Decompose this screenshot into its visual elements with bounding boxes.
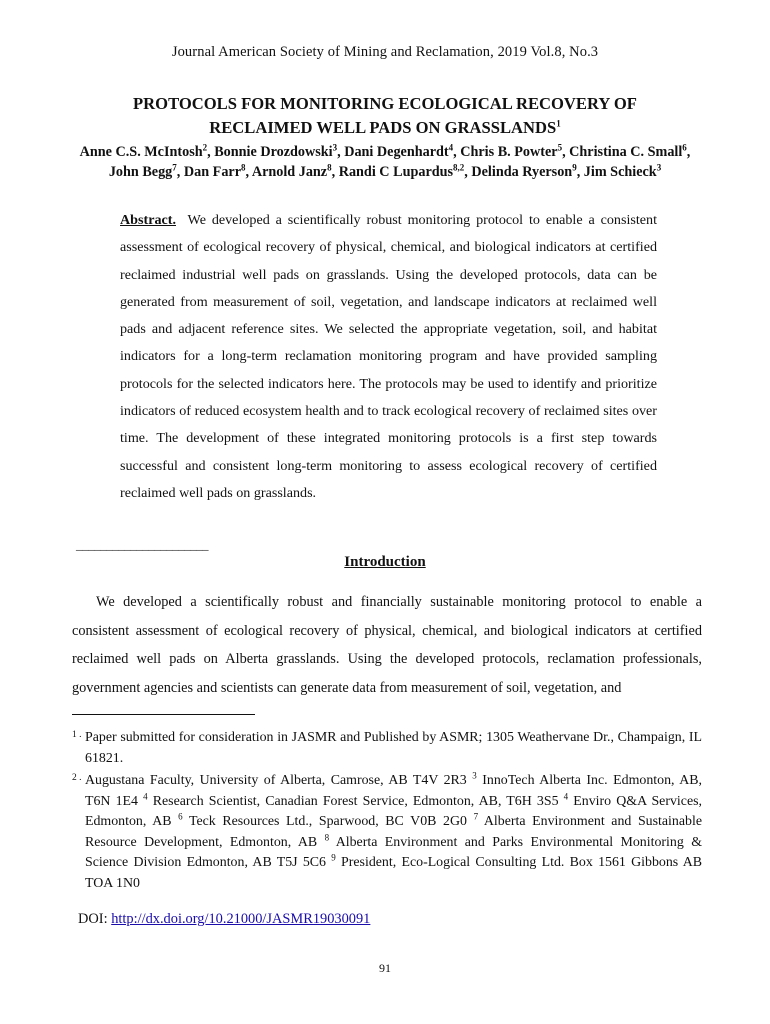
footnote-affiliation-mark: 3 <box>472 770 477 781</box>
author-name: Bonnie Drozdowski <box>214 144 333 160</box>
author-name: Arnold Janz <box>251 163 328 180</box>
abstract-label: Abstract. <box>120 212 176 228</box>
author-affiliation-mark: 4 <box>448 142 454 153</box>
footnote-text-run: President, Eco-Logical Consulting Ltd. Box 1561 Gibbons AB TOA 1N0 <box>85 855 702 891</box>
footnote-text-run: Alberta Environment and Parks Environmental Monitoring & Science Division Edmonton, AB T5J 5C6 <box>85 834 702 871</box>
author-affiliation-mark: 5 <box>557 142 563 153</box>
author-name: Randi C Lupardus <box>338 163 454 180</box>
footnote-2-text <box>85 771 702 895</box>
author-list: Anne C.S. McIntosh$^2$, Bonnie Drozdowski$^3$, Dani Degenhardt$^4$, Chris B. Powter$^5$, Christina C. Small$^6$, John Begg$^7$, Dan Farr$^8$, Arnold Janz$^8$, Randi C Lupardus$^{8,2}$, Delinda Ryerson$^9$, Jim Schieck$^3$ <box>79 142 691 180</box>
author-affiliation-mark: 8,2 <box>453 161 465 172</box>
author-affiliation-mark: 8 <box>241 161 246 172</box>
footnote-2 <box>72 771 702 895</box>
footnote-text-run: Research Scientist, Canadian Forest Service, Edmonton, AB, T6H 3S5 <box>147 793 564 809</box>
footnote-text-run: InnoTech Alberta Inc. Edmonton, AB, T6N 1E4 <box>85 773 702 809</box>
author-name: Delinda Ryerson <box>471 163 573 180</box>
footnote-divider <box>72 714 255 715</box>
author-affiliation-mark: 3 <box>656 161 662 172</box>
author-affiliation-mark: 3 <box>332 142 338 153</box>
introduction-heading: Introduction <box>344 554 426 570</box>
footnote-text-run: Augustana Faculty, University of Alberta, Camrose, AB T4V 2R3 <box>85 773 473 788</box>
introduction-paragraph <box>72 588 702 702</box>
doi-link[interactable]: http://dx.doi.org/10.21000/JASMR19030091 <box>111 911 371 927</box>
author-name: Jim Schieck <box>583 163 657 180</box>
doi-line <box>78 911 370 928</box>
footnote-affiliation-mark: 6 <box>178 811 183 822</box>
introduction-text: We developed a scientifically robust and financially sustainable monitoring protocol to enable a consistent assessment of ecological recovery of physical, chemical, and biological indicators at certified reclaimed well pads on Alberta grasslands. Using the developed protocols, reclamation professionals, government agencies and scientists can generate data from measurement of soil, vegetation, and <box>72 594 702 696</box>
running-head: Journal American Society of Mining and Reclamation, 2019 Vol.8, No.3 <box>171 44 599 60</box>
footnote-affiliation-mark: 8 <box>324 832 330 843</box>
footnote-affiliation-mark: 4 <box>563 790 569 801</box>
footnote-text-run: Alberta Environment and Sustainable Resource Development, Edmonton, AB <box>85 814 702 850</box>
footnote-2-mark: 2 . <box>72 773 82 783</box>
page-number: 91 <box>379 961 391 975</box>
author-name: Chris B. Powter <box>460 144 558 160</box>
footnote-text-run: Teck Resources Ltd., Sparwood, BC V0B 2G0 <box>182 814 474 830</box>
author-affiliation-mark: 2 <box>202 142 208 153</box>
footnote-text-run: Enviro Q&A Services, Edmonton, AB <box>85 793 702 830</box>
author-affiliation-mark: 8 <box>327 161 332 172</box>
title-footnote-mark: 1 <box>556 118 561 129</box>
title-line-2: RECLAIMED WELL PADS ON GRASSLANDS <box>209 118 557 137</box>
footnote-1-text <box>85 728 702 769</box>
footnote-1-mark: 1 . <box>72 730 82 740</box>
author-name: Anne C.S. McIntosh <box>79 144 203 160</box>
author-name: Dani Degenhardt <box>344 144 449 160</box>
separator-line: ______________________ <box>76 537 208 552</box>
author-name: Christina C. Small <box>569 144 683 160</box>
footnote-text-run: Paper submitted for consideration in JASMR and Published by ASMR; 1305 Weathervane Dr., Champaign, IL 61821. <box>85 730 702 766</box>
abstract <box>120 207 657 507</box>
abstract-text: We developed a scientifically robust monitoring protocol to enable a consistent assessment of ecological recovery of physical, chemical, and biological indicators at certified reclaimed industrial well pads on grasslands. Using the developed protocols, data can be generated from measurement of soil, vegetation, and landscape indicators at reclaimed well pads and adjacent reference sites. We selected the appropriate vegetation, soil, and habitat indicators for a long-term reclamation monitoring program and have provided sampling protocols for the selected indicators here. The protocols may be used to identify and prioritize indicators of reduced ecosystem health and to track ecological recovery of reclaimed sites over time. The development of these integrated monitoring protocols is a first step towards successful and consistent long-term monitoring to assess ecological recovery of certified reclaimed well pads on grasslands. <box>120 212 657 501</box>
author-name: Dan Farr <box>183 163 242 180</box>
author-affiliation-mark: 6 <box>682 142 687 153</box>
author-affiliation-mark: 9 <box>572 161 577 172</box>
title-line-1: PROTOCOLS FOR MONITORING ECOLOGICAL RECOVERY OF <box>133 94 637 113</box>
doi-label: DOI: <box>78 911 112 927</box>
footnote-1 <box>72 728 702 769</box>
footnote-affiliation-mark: 4 <box>143 790 148 801</box>
paper-title <box>95 92 675 140</box>
author-affiliation-mark: 7 <box>172 161 177 172</box>
author-name: John Begg <box>108 163 173 180</box>
footnote-affiliation-mark: 7 <box>473 811 479 822</box>
footnote-affiliation-mark: 9 <box>331 852 336 863</box>
